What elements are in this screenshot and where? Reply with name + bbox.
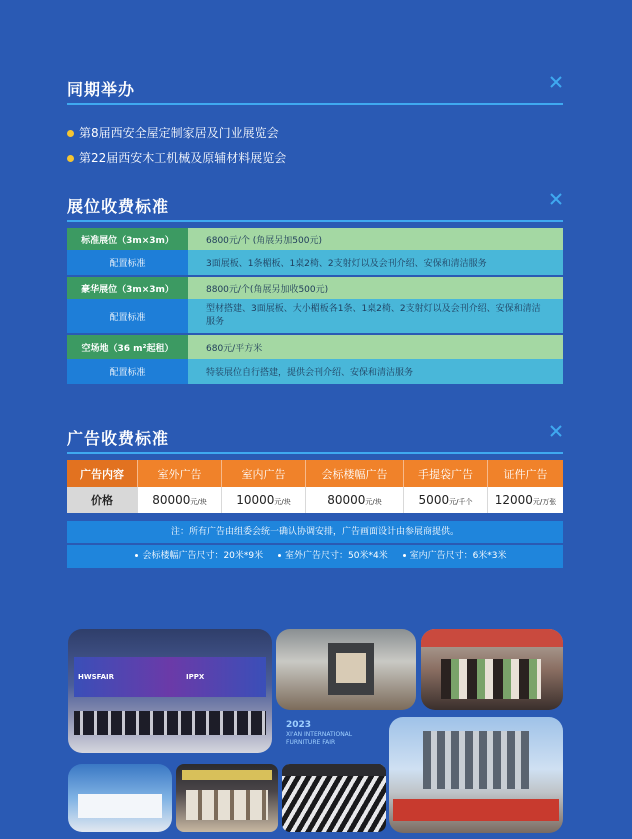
table-row — [67, 335, 563, 359]
booth-fee-table — [67, 228, 563, 384]
price-cell: 12000元/万张 — [488, 487, 563, 513]
bullet-icon — [403, 554, 406, 557]
ad-size: 室内广告尺寸：6米*3米 — [409, 551, 507, 561]
bullet-icon — [67, 130, 74, 137]
price-cell: 80000元/块 — [306, 487, 404, 513]
booth-section — [67, 196, 563, 401]
ad-size: 室外广告尺寸：50米*4米 — [285, 551, 388, 561]
ad-header-cell: 证件广告 — [488, 460, 563, 487]
booth-header — [67, 196, 563, 218]
fair-name-2: FURNITURE FAIR — [286, 739, 336, 746]
concurrent-title: 同期举办 — [67, 80, 136, 99]
ad-header-cell: 会标楼幅广告 — [306, 460, 404, 487]
ad-price-row — [67, 487, 563, 513]
price-cell: 10000元/块 — [222, 487, 306, 513]
table-row — [67, 359, 563, 384]
ads-section — [67, 428, 563, 573]
config-label: 配置标准 — [67, 299, 188, 333]
event-list — [67, 121, 286, 171]
config-text: 3面展板、1条楣板、1桌2椅、2支射灯以及会刊介绍、安保和清洁服务 — [188, 250, 563, 275]
ads-title: 广告收费标准 — [67, 429, 170, 448]
photo-booth-signs — [176, 764, 278, 832]
booth-type-label: 豪华展位（3m×3m） — [67, 277, 188, 299]
ad-note: 注：所有广告由组委会统一确认协调安排，广告画面设计由参展商提供。 — [67, 521, 563, 543]
concurrent-section — [67, 79, 563, 169]
event-item — [67, 146, 286, 171]
config-text: 特装展位自行搭建，提供会刊介绍、安保和清洁服务 — [188, 359, 563, 384]
ad-header-row — [67, 460, 563, 487]
booth-type-label: 空场地（36 m²起租） — [67, 335, 188, 359]
booth-price: 680元/平方米 — [188, 335, 563, 359]
fair-year: 2023 — [286, 720, 312, 730]
photo-crowd — [421, 629, 563, 710]
ad-header-cell: 手提袋广告 — [404, 460, 488, 487]
booth-price: 8800元/个(角展另加收500元) — [188, 277, 563, 299]
ad-size: 会标楼幅广告尺寸：20米*9米 — [142, 551, 264, 561]
event-text: 第22届西安木工机械及原辅材料展览会 — [79, 151, 287, 165]
price-label: 价格 — [67, 487, 138, 513]
bullet-icon — [135, 554, 138, 557]
price-cell: 5000元/千个 — [404, 487, 488, 513]
config-label: 配置标准 — [67, 359, 188, 384]
bullet-icon — [278, 554, 281, 557]
event-item — [67, 121, 286, 146]
photo-exhibition-hall — [389, 717, 563, 833]
fair-name-1: XI'AN INTERNATIONAL — [286, 731, 353, 738]
section-divider — [67, 220, 563, 222]
ad-size-list — [67, 545, 563, 568]
config-label: 配置标准 — [67, 250, 188, 275]
photo-hall-interior — [68, 764, 172, 832]
concurrent-header — [67, 79, 563, 101]
event-text: 第8届西安全屋定制家居及门业展览会 — [79, 126, 279, 140]
close-x-icon — [549, 75, 563, 89]
fair-caption — [286, 720, 386, 747]
ad-fee-table — [67, 460, 563, 513]
table-row — [67, 250, 563, 275]
photo-booth-stripes — [282, 764, 386, 832]
close-x-icon — [549, 192, 563, 206]
section-divider — [67, 452, 563, 454]
photo-stage-ceremony — [68, 629, 272, 753]
booth-type-label: 标准展位（3m×3m） — [67, 228, 188, 250]
bullet-icon — [67, 155, 74, 162]
booth-title: 展位收费标准 — [67, 197, 170, 216]
stage-logo: HWSFAIR — [78, 673, 115, 681]
table-row — [67, 299, 563, 333]
stage-logo-2: IPPX — [186, 673, 205, 681]
photo-booth-display — [276, 629, 416, 710]
section-divider — [67, 103, 563, 105]
ads-header — [67, 428, 563, 450]
ad-header-cell: 广告内容 — [67, 460, 138, 487]
ad-header-cell: 室外广告 — [138, 460, 222, 487]
table-row — [67, 277, 563, 299]
close-x-icon — [549, 424, 563, 438]
price-cell: 80000元/块 — [138, 487, 222, 513]
ad-header-cell: 室内广告 — [222, 460, 306, 487]
table-row — [67, 228, 563, 250]
config-text: 型材搭建、3面展板、大小楣板各1条、1桌2椅、2支射灯以及会刊介绍、安保和清洁服务 — [188, 299, 563, 333]
booth-price: 6800元/个 (角展另加500元) — [188, 228, 563, 250]
